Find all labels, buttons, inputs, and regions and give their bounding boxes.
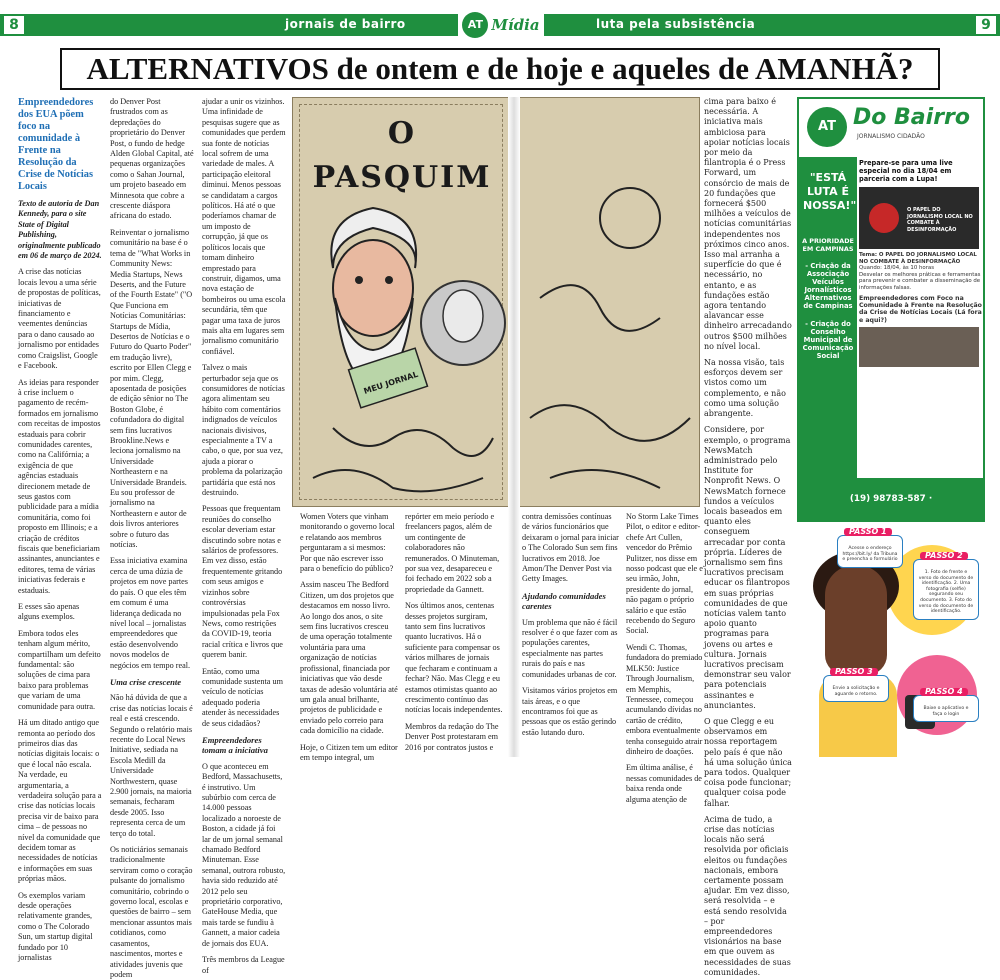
- page-number-right: 9: [976, 16, 996, 34]
- page-fold: [508, 97, 520, 757]
- paragraph: repórter em meio período e freelancers pagos, além de um contingente de colaboradores não remunerados. O Minuteman, por sua vez, desapareceu e foi fechado em 2022 sob a propriedade da Gannett.: [405, 512, 500, 594]
- paragraph: Talvez o mais perturbador seja que os consumidores de notícias agora alimentam seu hábito com comentários indignados de veículos nacionais divisivos, especialmente a TV a cabo, o que, por sua vez, ajuda a piorar o problema da polarização partidária que está nos destruindo.: [202, 363, 285, 498]
- paragraph: Membros da redação do The Denver Post protestaram em 2016 por contratos justos e: [405, 721, 499, 752]
- paragraph: O que Clegg e eu observamos em nossa reportagem pelo país é que não há uma solução única para todos. Qualquer coisa pode funcionar; qualquer coisa pode falhar.: [704, 716, 792, 808]
- passo-text: Envie a solicitação e aguarde o retorno.: [832, 686, 880, 697]
- paragraph: Pessoas que frequentam reuniões do conselho escolar deveriam estar discutindo sobre notas e salários de professores. Em vez disso, estão frequentemente gritando com seus amigos e vizinhos sobre controvérsias impulsionadas pela Fox News, como restrições da COVID-19, teoria racial crítica e livros que querem banir.: [202, 504, 283, 660]
- paragraph: Um problema que não é fácil resolver é o que fazer com as populações carentes, especialmente nas partes rurais do país e nas comunidades urbanas de cor.: [522, 617, 618, 679]
- paragraph: O que aconteceu em Bedford, Massachusetts, é instrutivo. Um subúrbio com cerca de 14.000 pessoas localizado a noroeste de Boston, a cidade já foi lar de um jornal semanal chamado Bedford Minuteman. Esse semanal, outrora robusto, havia sido reduzido até 2012 pelo seu proprietário corporativo, GateHouse Media, que mais tarde se fundiu à Gannett, a maior cadeia de jornais dos EUA.: [202, 761, 286, 948]
- paragraph: Considere, por exemplo, o programa NewsMatch administrado pelo Institute for Nonprofit News. O NewsMatch fornece fundos a veículos locais baseados em quanto eles conseguem arrecadar por conta própria. Líderes de jornalismo sem fins lucrativos precisam educar os filantropos em suas próprias comunidades de que notícias valem tanto apoio quanto programas para jovens ou artes e cultura. Jornais lucrativos precisam demonstrar seu valor para potenciais assinantes e anunciantes.: [704, 425, 791, 710]
- paragraph: Hoje, o Citizen tem um editor em tempo integral, um: [300, 742, 398, 762]
- ad-box-title: Empreendedores com Foco na Comunidade à Frente na Resolução da Crise de Notícias Locais (Lá fora e aqui?): [859, 294, 982, 324]
- paragraph: contra demissões contínuas de vários funcionários que deixaram o jornal para iniciar o The Colorado Sun sem fins lucrativos em 2018. Joe Amon/The Denver Post via Getty Images.: [522, 512, 619, 584]
- woman-face: [825, 565, 887, 675]
- ad-quando: Quando: 18/04, às 10 horas: [859, 265, 935, 272]
- paragraph: Women Voters que vinham monitorando o governo local e relatando aos membros perguntaram a si mesmos: Por que não escrever isso para o benefício do público?: [300, 512, 395, 574]
- ad-photo: [859, 327, 979, 367]
- passo-label: PASSO 2: [920, 552, 968, 560]
- paragraph: Os exemplos variam desde operações relativamente grandes, como o The Colorado Sun, um startup digital fundado por 10 jornalistas: [18, 890, 93, 963]
- pasquim-title: O PASQUIM: [312, 116, 492, 195]
- passo-card: [913, 687, 979, 722]
- paragraph: ajudar a unir os vizinhos. Uma infinidade de pesquisas sugere que as comunidades que perdem sua fonte de notícias local sofrem de uma variedade de males. A participação eleitoral diminui. Menos pessoas se candidatam a cargos políticos. Há até o que poderíamos chamar de um imposto de corrupção, já que os políticos locais que tomam dinheiro emprestado para construir, digamos, uma nova estação de bombeiros ou uma escola secundária, têm que pagar uma taxa de juros mais alta em lugares sem jornalismo comunitário confiável.: [202, 97, 286, 356]
- ad-left-panel: [799, 157, 857, 479]
- ad-header: [799, 99, 983, 157]
- paragraph: Wendi C. Thomas, fundadora do premiado MLK50: Justice Through Journalism, em Memphis, Tennessee, começou acumulando dívidas no cartão de crédito, embora eventualmente tenha conseguido atrair dinheiro de doações.: [626, 642, 703, 756]
- page-number-left: 8: [4, 16, 24, 34]
- paragraph: Não há dúvida de que a crise das notícias locais é real e está crescendo. Segundo o relatório mais recente do Local News Initiative, sediada na Escola Medill da Universidade Northwestern, quase 2.900 jornais, na maioria semanais, fecharam desde 2005. Isso representa cerca de um terço do total.: [110, 693, 193, 838]
- ad-tema: Tema: O PAPEL DO JORNALISMO LOCAL NO COMBATE À DESINFORMAÇÃO: [859, 252, 977, 265]
- section-right: luta pela subsistência: [596, 17, 756, 31]
- ad-item: - Criação da Associação Veículos Jornalísticos Alternativos de Campinas: [803, 262, 853, 310]
- paragraph: do Denver Post frustrados com as depredações do proprietário do Denver Post, o fundo de hedge Alden Global Capital, até pequenas organizações como o Sahan Journal, um projeto baseado em Minnesota que cobre a crescente diáspora africana do estado.: [110, 97, 194, 221]
- passo-label: PASSO 3: [830, 668, 878, 676]
- paragraph: Na nossa visão, tais esforços devem ser vistos como um complemento, e não como uma solução abrangente.: [704, 358, 786, 419]
- passo-card: [913, 551, 979, 620]
- paragraph: Reinventar o jornalismo comunitário na base é o tema de "What Works in Community News: Media Startups, News Deserts, and the Future of the Fourth Estate" ("O Que Funciona em Notícias Comunitárias: Startups de Mídia, Desertos de Notícias e o Futuro do Quarto Poder" em tradução livre), escrito por Ellen Clegg e por mim. Clegg, aposentada de posições de edição sênior no The Boston Globe, é cofundadora do digital sem fins lucrativos Brookline.News e leciona jornalismo na Universidade Northeastern e na Universidade Brandeis. Eu sou professor de jornalismo na Northeastern e autor de dois livros anteriores sobre o futuro das notícias.: [110, 227, 193, 550]
- ad-thumb-text: O PAPEL DO JORNALISMO LOCAL NO COMBATE À DESINFORMAÇÃO: [907, 207, 973, 233]
- pasquim-illustration-right-half: [520, 97, 700, 507]
- article-col-7: [626, 512, 706, 804]
- at-midia-logo: [458, 8, 544, 42]
- article-col-4: [300, 512, 398, 762]
- ad-brand: Do Bairro: [853, 105, 971, 130]
- paragraph: A crise das notícias locais levou a uma série de propostas de políticas, iniciativas de financiamento e veementes denúncias para o dano causado ao jornalismo por entidades como Craigslist, Google e Facebook.: [18, 267, 101, 371]
- passo-card: [823, 667, 889, 702]
- article-col-6: [522, 512, 620, 757]
- subhead: Ajudando comunidades carentes: [522, 590, 606, 612]
- article-col-5: [405, 512, 503, 757]
- ad-item: - Criação do Conselho Municipal de Comunicação Social: [802, 320, 854, 360]
- paragraph: Os noticiários semanais tradicionalmente serviram como o coração pulsante do jornalismo comunitário, cobrindo o governo local, escolas e questões de bairro – sem mencionar assuntos mais cotidianos, como casamentos, nascimentos, mortes e atividades juvenis que podem: [110, 845, 193, 979]
- ad-logo-initials: AT: [807, 107, 847, 147]
- ad-live-thumbnail: [859, 187, 979, 249]
- ad-footer: (19) 98783-587 ·: [799, 478, 983, 520]
- caricature-drawing: [293, 98, 511, 508]
- paragraph: As ideias para responder à crise incluem o pagamento de recém-formados em jornalismo com receitas de impostos estaduais para cobrir comunidades carentes, como na Califórnia; a exigência de que agências estaduais direcionem metade de seus gastos com publicidade para a mídia comunitária, como foi proposto em Illinois; e a criação de créditos fiscais que beneficiariam assinantes, anunciantes e editores, tema de várias iniciativas federais e estaduais.: [18, 377, 101, 595]
- ad-brand-sub: JORNALISMO CIDADÃO: [857, 133, 925, 140]
- paragraph: Nos últimos anos, centenas desses projetos surgiram, tanto sem fins lucrativos quanto lucrativos. Há o suficiente para compensar os vários milhares de jornais que fecharam e continuam a fechar? Não. Mas Clegg e eu estamos otimistas quanto ao crescimento contínuo das notícias locais independentes.: [405, 601, 503, 715]
- pasquim-illustration: [292, 97, 510, 507]
- paragraph: cima para baixo é necessária. A iniciativa mais ambiciosa para apoiar notícias locais por meio da filantropia é o Press Forward, um consórcio de mais de 20 fundações que fornecerá $500 milhões a veículos de notícias comunitárias independentes nos próximos cinco anos. Isso mal arranha a superfície do que é necessário, no entanto, e as fundações estão agora tentando alavancar esse dinheiro arrecadando outros $500 milhões no nível local.: [704, 97, 792, 351]
- paragraph: Acima de tudo, a crise das notícias locais não será resolvida por oficiais eleitos ou fundações nacionais, embora certamente possam ajudar. Em vez disso, será resolvida – e está sendo resolvida – por empreendedores visionários na base em que ouvem as necessidades de suas comunidades.: [704, 814, 791, 977]
- ad-priority: A PRIORIDADE EM CAMPINAS: [802, 237, 854, 253]
- article-col-2: [110, 97, 194, 979]
- passo-text: 1. Foto de frente e verso do documento de identificação. 2. Uma fotografia (selfie) segurando seu documento. 3. Foto do verso do documento de identificação.: [918, 570, 974, 615]
- paragraph: Em última análise, é nessas comunidades de baixa renda onde alguma atenção de: [626, 763, 702, 804]
- ad-desc: Desvelar os melhores práticas e ferramentas para prevenir e combater a disseminação de informações falsas.: [859, 271, 981, 291]
- section-left: jornais de bairro: [285, 17, 406, 31]
- passo-graphic: [797, 525, 985, 757]
- article-col-8: [704, 97, 792, 977]
- illustration-right-drawing: [520, 98, 700, 508]
- paragraph: Três membros da League of: [202, 955, 285, 975]
- logo-initials: AT: [462, 12, 488, 38]
- paragraph: Visitamos vários projetos em tais áreas, e o que encontramos foi que as pessoas que os estão gerindo estão lutando duro.: [522, 686, 618, 737]
- logo-word: Mídia: [491, 16, 540, 34]
- do-bairro-ad: [797, 97, 985, 522]
- ad-right-panel: [859, 157, 983, 479]
- no-fake-news-icon: [869, 203, 899, 233]
- headline: ALTERNATIVOS de ontem e de hoje e aqueles de AMANHÃ?: [60, 48, 940, 90]
- passo-label: PASSO 4: [920, 688, 968, 696]
- article-col-3: [202, 97, 286, 975]
- passo-label: PASSO 1: [844, 528, 892, 536]
- article-credit: Texto de autoria de Dan Kennedy, para o site State of Digital Publishing, originalmente publicado em 06 de março de 2024.: [18, 199, 102, 261]
- article-col-1: [18, 97, 102, 963]
- passo-card: [837, 527, 903, 568]
- paragraph: Embora todos eles tenham algum mérito, compartilham um defeito fundamental: são soluções de cima para baixo para problemas que variam de uma comunidade para outra.: [18, 628, 101, 711]
- paragraph: Há um ditado antigo que remonta ao período dos primeiros dias das notícias digitais locais: o que é local não escala. Na verdade, eu argumentaria, a verdadeira solução para a crise das notícias locais precisa vir de baixo para cima – de pessoas no nível da comunidade que decidem tomar as necessidades de notícias e informações em suas próprias mãos.: [18, 718, 102, 884]
- paragraph: Assim nasceu The Bedford Citizen, um dos projetos que destacamos em nosso livro. Ao longo dos anos, o site sem fins lucrativos cresceu de uma operação totalmente voluntária para uma organização de notícias profissional, financiada por iniciativas que vão desde taxas de adesão voluntária até um gala anual brilhante, projetos de publicidade e enviado pelo correio para cada domicílio na cidade.: [300, 580, 398, 736]
- ad-slogan: "ESTÁ LUTA É NOSSA!": [803, 171, 857, 212]
- paragraph: E esses são apenas alguns exemplos.: [18, 602, 80, 622]
- newspaper-label: MEU JORNAL: [362, 369, 420, 396]
- paragraph: Então, como uma comunidade sustenta um veículo de notícias adequado poderia atender às necessidades de seus cidadãos?: [202, 666, 283, 728]
- subhead: Empreendedores tomam a iniciativa: [202, 734, 268, 756]
- paragraph: No Storm Lake Times Pilot, o editor e editor-chefe Art Cullen, vencedor do Prêmio Pulitzer, nos disse em nosso podcast que ele e seu irmão, John, presidente do jornal, não pagam o próprio salário e que estão recebendo do Seguro Social.: [626, 512, 703, 636]
- article-lead: Empreendedores dos EUA põem foco na comunidade à Frente na Resolução da Crise de Notícias Locais: [18, 97, 94, 192]
- subhead: Uma crise crescente: [110, 676, 182, 687]
- paragraph: Essa iniciativa examina cerca de uma dúzia de projetos em nove partes do país. O que eles têm em comum é uma liderança dedicada no nível local – jornalistas empreendedores que estão desenvolvendo novos modelos de negócios em tempo real.: [110, 556, 191, 670]
- passo-text: Baixe o aplicativo e faça o login: [923, 706, 969, 717]
- passo-text: Acesse o endereço https://bit.ly/ da Tribuna e preencha o formulário: [842, 546, 898, 563]
- ad-prepare: Prepare-se para uma live especial no dia 18/04 em parceria com a Lupa!: [859, 159, 953, 183]
